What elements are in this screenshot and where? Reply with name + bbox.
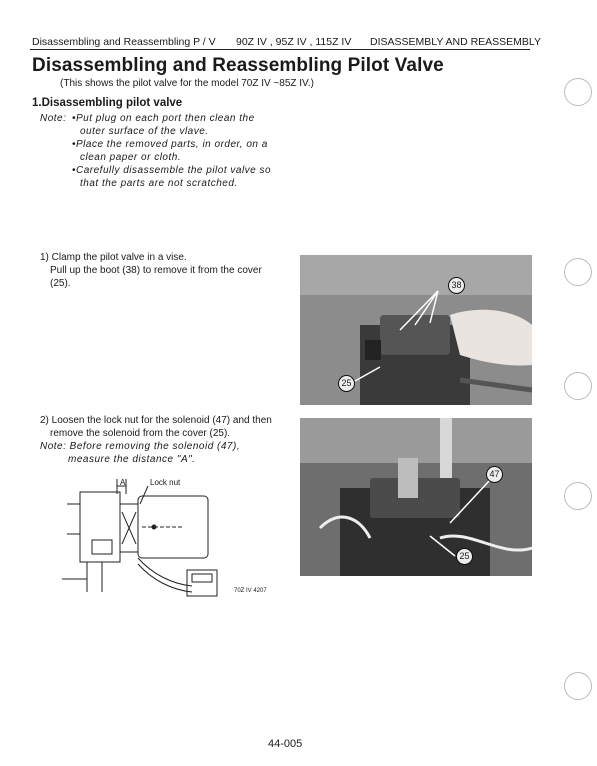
diagram-code: 70Z IV 4207 bbox=[234, 588, 267, 594]
note-line: clean paper or cloth. bbox=[80, 152, 182, 163]
step-2-text bbox=[40, 414, 290, 440]
header-rule bbox=[30, 49, 530, 50]
section-heading: 1.Disassembling pilot valve bbox=[32, 97, 183, 109]
callout-25: 25 bbox=[338, 375, 355, 392]
step-1-text bbox=[40, 251, 285, 290]
page-number: 44-005 bbox=[268, 738, 303, 750]
note-line: •Place the removed parts, in order, on a bbox=[72, 139, 268, 150]
page-title: Disassembling and Reassembling Pilot Valve bbox=[32, 55, 444, 76]
punch-hole bbox=[564, 672, 592, 700]
step-2-line: 2) Loosen the lock nut for the solenoid (47) and then bbox=[40, 415, 272, 426]
header-section-title: Disassembling and Reassembling P / V bbox=[32, 36, 216, 48]
step-2-note bbox=[40, 440, 290, 466]
note-label: Note: bbox=[40, 113, 67, 124]
step-1-line: (25). bbox=[50, 278, 71, 289]
solenoid-diagram-drawing bbox=[62, 474, 282, 604]
dimension-label-a: A bbox=[120, 478, 126, 487]
callout-47: 47 bbox=[486, 466, 503, 483]
punch-hole bbox=[564, 78, 592, 106]
step-2-photo bbox=[300, 418, 532, 576]
note-line: outer surface of the vlave. bbox=[80, 126, 209, 137]
lock-nut-label: Lock nut bbox=[150, 478, 181, 487]
header-models: 90Z IV , 95Z IV , 115Z IV bbox=[236, 36, 352, 48]
note-list bbox=[72, 112, 292, 190]
header-chapter: DISASSEMBLY AND REASSEMBLY bbox=[370, 36, 541, 48]
step-2-photo-drawing bbox=[300, 418, 532, 576]
step-2-note-line: measure the distance "A". bbox=[68, 454, 196, 465]
punch-hole bbox=[564, 482, 592, 510]
punch-hole bbox=[564, 258, 592, 286]
callout-25: 25 bbox=[456, 548, 473, 565]
page-subtitle: (This shows the pilot valve for the model 70Z IV ~85Z IV.) bbox=[60, 78, 314, 89]
step-2-line: remove the solenoid from the cover (25). bbox=[50, 428, 231, 439]
step-1-photo-drawing bbox=[300, 255, 532, 405]
callout-38: 38 bbox=[448, 277, 465, 294]
step-1-line: Pull up the boot (38) to remove it from the cover bbox=[50, 265, 262, 276]
solenoid-diagram bbox=[62, 474, 282, 604]
note-line: •Put plug on each port then clean the bbox=[72, 113, 255, 124]
step-1-photo bbox=[300, 255, 532, 405]
step-2-note-line: Note: Before removing the solenoid (47), bbox=[40, 441, 241, 452]
step-1-line: 1) Clamp the pilot valve in a vise. bbox=[40, 252, 187, 263]
punch-hole bbox=[564, 372, 592, 400]
note-line: that the parts are not scratched. bbox=[80, 178, 238, 189]
note-line: •Carefully disassemble the pilot valve so bbox=[72, 165, 272, 176]
